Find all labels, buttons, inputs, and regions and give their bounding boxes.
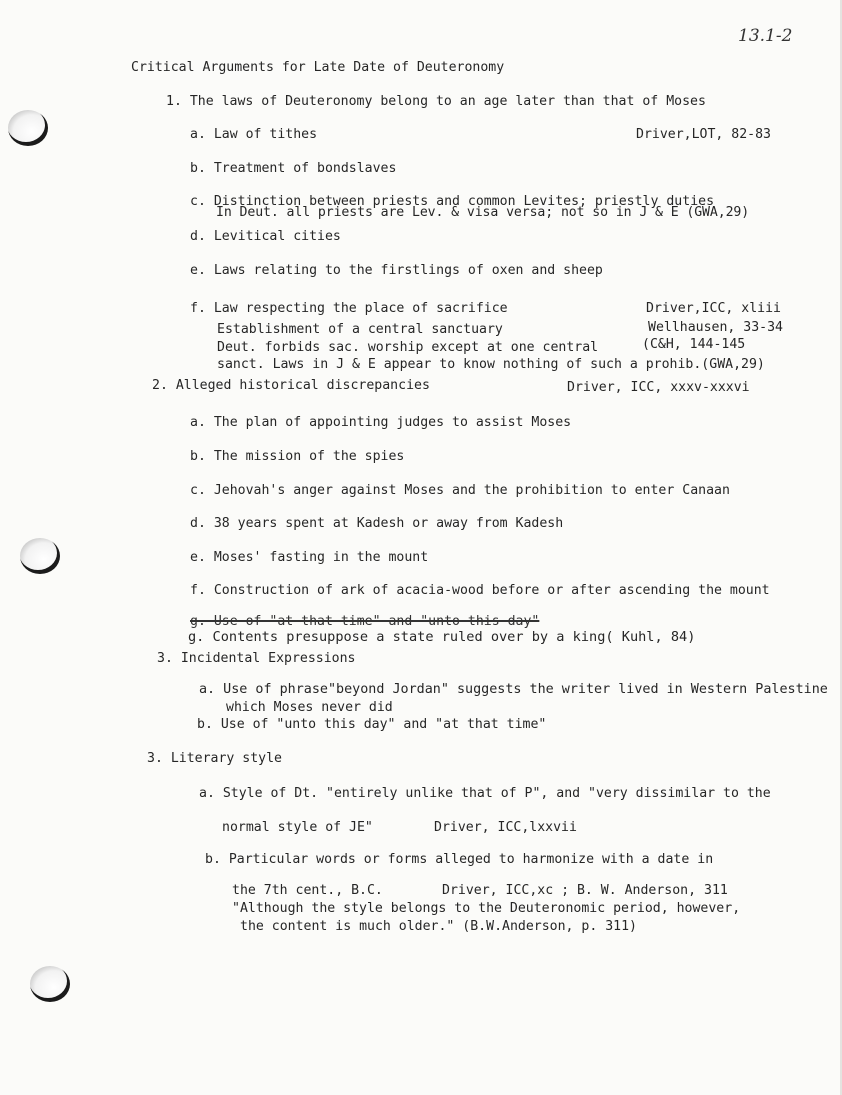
section-4-item-a: a. Style of Dt. "entirely unlike that of P", and "very dissimilar to the <box>199 786 771 801</box>
section-4-item-b-quote-2: the content is much older." (B.W.Anderson, p. 311) <box>240 919 637 934</box>
section-4-item-a-ref: Driver, ICC,lxxvii <box>434 820 577 835</box>
section-1-item-e: e. Laws relating to the firstlings of oxen and sheep <box>190 263 603 278</box>
section-1-item-f-line-1-ref: Wellhausen, 33-34 <box>648 320 783 335</box>
section-2-heading: 2. Alleged historical discrepancies <box>152 378 430 393</box>
page-title: Critical Arguments for Late Date of Deuteronomy <box>131 60 505 75</box>
section-2-ref: Driver, ICC, xxxv-xxxvi <box>567 380 750 395</box>
section-1-item-f: f. Law respecting the place of sacrifice <box>190 301 508 316</box>
section-4-item-b-quote-1: "Although the style belongs to the Deuteronomic period, however, <box>232 901 741 916</box>
section-3-item-a-note: which Moses never did <box>226 700 393 715</box>
section-2-item-e: e. Moses' fasting in the mount <box>190 550 429 565</box>
binder-hole-bottom <box>30 966 70 1002</box>
binder-hole-top <box>8 110 48 146</box>
section-4-item-b-cont: the 7th cent., B.C. <box>232 883 383 898</box>
section-1-item-c-note: In Deut. all priests are Lev. & visa versa; not so in J & E (GWA,29) <box>216 205 750 220</box>
section-1-item-a-ref: Driver,LOT, 82-83 <box>636 127 771 142</box>
section-1-item-a: a. Law of tithes <box>190 127 318 142</box>
section-3-item-b: b. Use of "unto this day" and "at that time" <box>197 717 547 732</box>
section-2-item-c: c. Jehovah's anger against Moses and the prohibition to enter Canaan <box>190 483 730 498</box>
section-1-item-f-ref: Driver,ICC, xliii <box>646 301 781 316</box>
section-2-item-g-struck: g. Use of "at that time" and "unto this day" <box>190 614 540 629</box>
section-3-heading: 3. Incidental Expressions <box>157 651 356 666</box>
section-1-item-f-line-2-ref: (C&H, 144-145 <box>642 337 746 352</box>
section-1-item-f-line-2: Deut. forbids sac. worship except at one central <box>217 340 599 355</box>
section-2-item-d: d. 38 years spent at Kadesh or away from Kadesh <box>190 516 564 531</box>
section-4-item-b: b. Particular words or forms alleged to harmonize with a date in <box>205 852 714 867</box>
section-4-item-b-ref: Driver, ICC,xc ; B. W. Anderson, 311 <box>442 883 728 898</box>
section-2-item-b: b. The mission of the spies <box>190 449 405 464</box>
section-2-item-f: f. Construction of ark of acacia-wood before or after ascending the mount <box>190 583 770 598</box>
section-2-item-a: a. The plan of appointing judges to assist Moses <box>190 415 572 430</box>
section-1-item-b: b. Treatment of bondslaves <box>190 161 397 176</box>
section-1-item-f-line-3: sanct. Laws in J & E appear to know nothing of such a prohib.(GWA,29) <box>217 357 765 372</box>
section-1-item-d: d. Levitical cities <box>190 229 341 244</box>
section-1-heading: 1. The laws of Deuteronomy belong to an age later than that of Moses <box>166 94 706 109</box>
section-1-item-c: c. Distinction between priests and common Levites; priestly duties <box>190 194 715 209</box>
section-4-item-a-cont: normal style of JE" <box>222 820 373 835</box>
section-3-item-a: a. Use of phrase"beyond Jordan" suggests the writer lived in Western Palestine <box>199 682 828 697</box>
section-4-heading: 3. Literary style <box>147 751 282 766</box>
section-1-item-f-line-1: Establishment of a central sanctuary <box>217 322 503 337</box>
page-number: 13.1-2 <box>738 26 793 46</box>
section-2-item-g: g. Contents presuppose a state ruled over by a king( Kuhl, 84) <box>188 629 696 645</box>
binder-hole-middle <box>20 538 60 574</box>
